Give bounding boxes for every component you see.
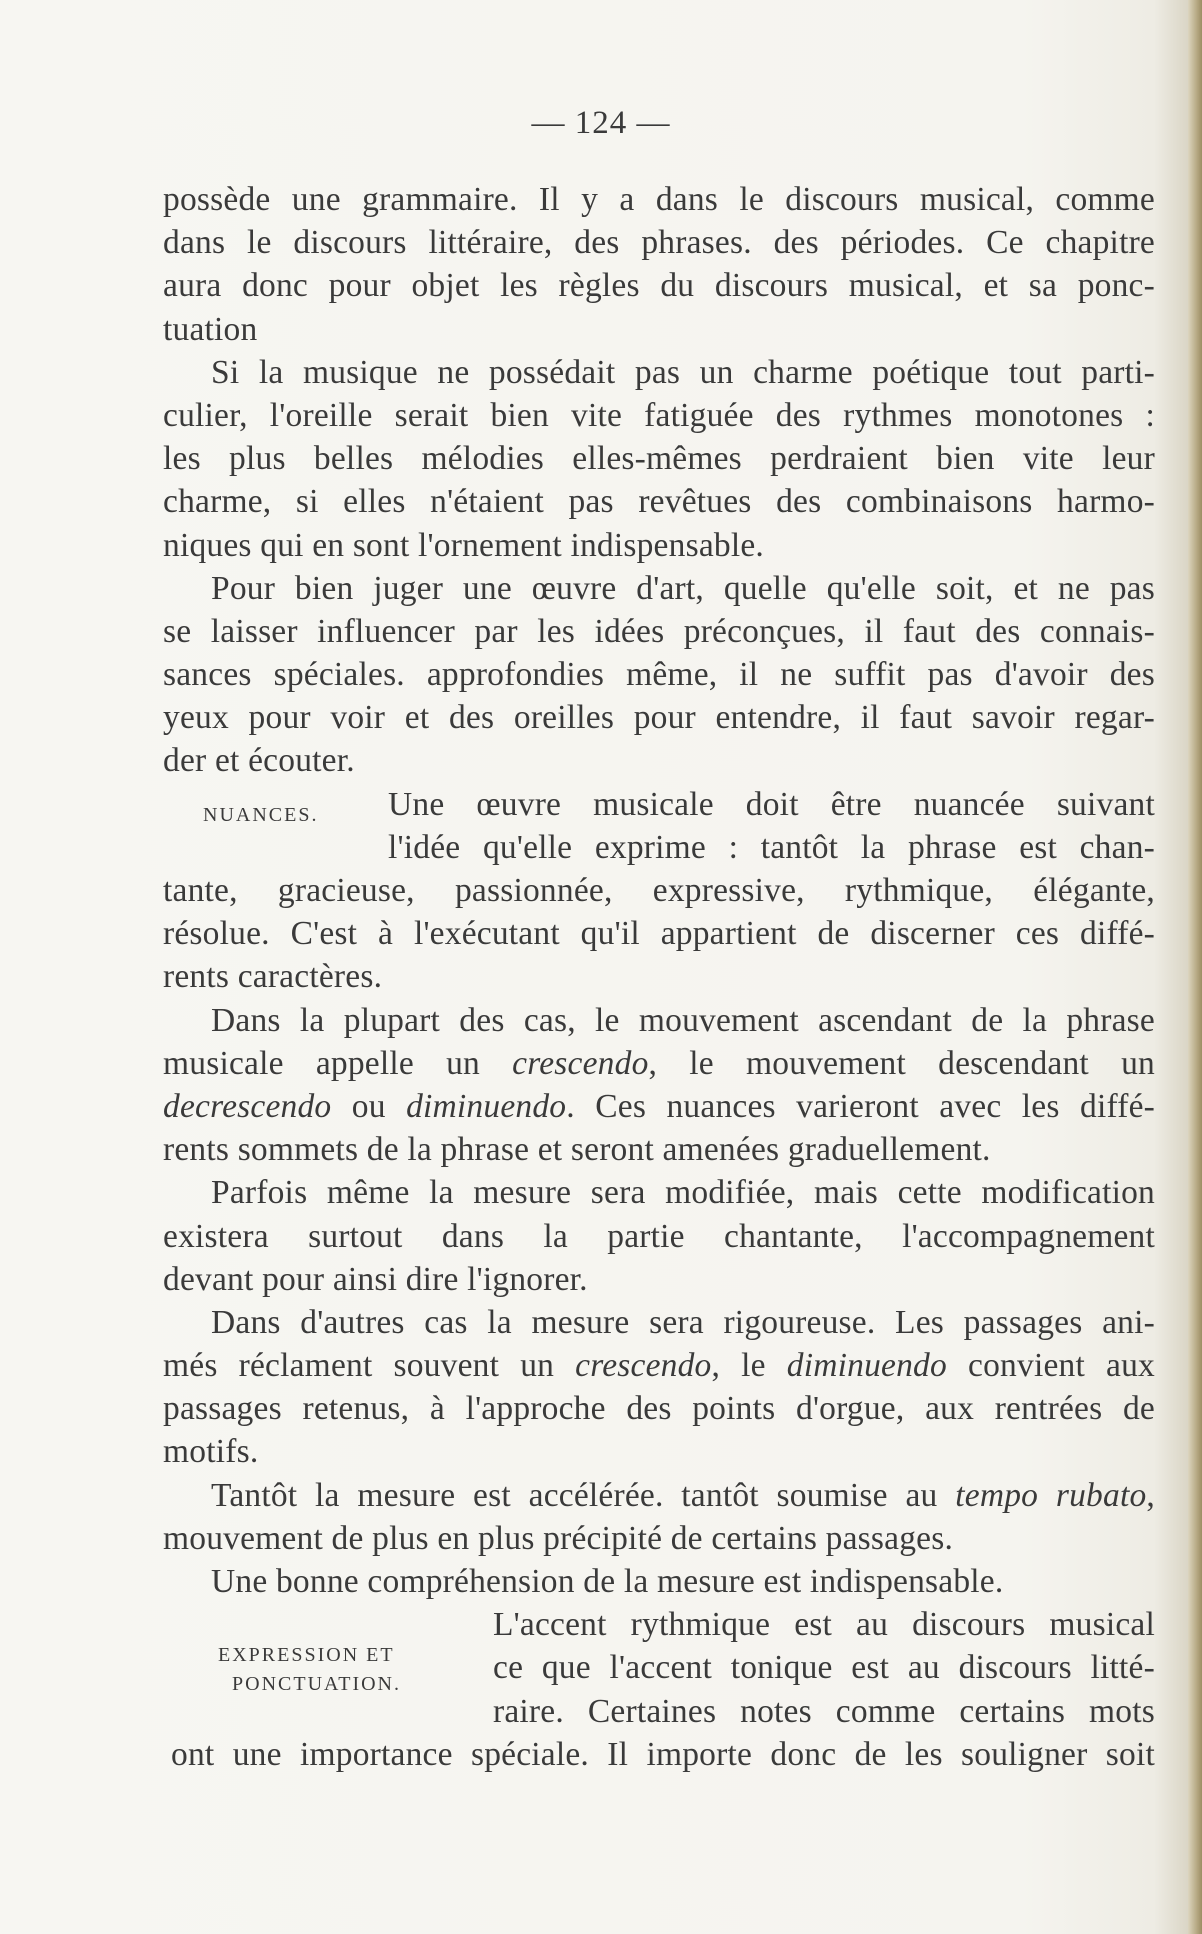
text-line: ont une importance spéciale. Il importe donc de les souligner soit <box>171 1735 1155 1773</box>
text-line: Tantôt la mesure est accélérée. tantôt soumise au tempo rubato, <box>211 1476 1155 1514</box>
text-line: Si la musique ne possédait pas un charme poétique tout parti- <box>211 353 1155 391</box>
margin-note-ponctuation: PONCTUATION. <box>232 1673 401 1695</box>
page-number: — 124 — <box>531 105 671 141</box>
text-line: Pour bien juger une œuvre d'art, quelle qu'elle soit, et ne pas <box>211 569 1155 607</box>
text-line: charme, si elles n'étaient pas revêtues des combinaisons harmo- <box>163 483 1155 521</box>
text-line: raire. Certaines notes comme certains mots <box>493 1692 1155 1730</box>
text-line: Parfois même la mesure sera modifiée, mais cette modification <box>211 1174 1155 1212</box>
text-line: L'accent rythmique est au discours musical <box>493 1606 1155 1644</box>
text-line: possède une grammaire. Il y a dans le discours musical, comme <box>163 181 1155 218</box>
italic-term: diminuendo <box>406 1087 567 1125</box>
text-line: l'idée qu'elle exprime : tantôt la phrase est chan- <box>388 828 1155 866</box>
text-line: culier, l'oreille serait bien vite fatiguée des rythmes monotones : <box>163 396 1155 434</box>
italic-term: tempo rubato <box>955 1476 1147 1514</box>
text-line: Une œuvre musicale doit être nuancée suivant <box>388 785 1155 823</box>
text-line: tante, gracieuse, passionnée, expressive, rythmique, élégante, <box>163 872 1155 909</box>
body-text <box>163 178 1155 1776</box>
text-line: Une bonne compréhension de la mesure est indispensable. <box>211 1563 1004 1600</box>
text-line: motifs. <box>163 1433 259 1471</box>
italic-term: crescendo <box>575 1347 712 1385</box>
text-line: rents caractères. <box>163 958 383 996</box>
text-line: niques qui en sont l'ornement indispensable. <box>163 526 764 564</box>
text-line: yeux pour voir et des oreilles pour entendre, il faut savoir regar- <box>163 699 1155 737</box>
italic-term: diminuendo <box>786 1347 947 1385</box>
text-line: passages retenus, à l'approche des points d'orgue, aux rentrées de <box>163 1390 1155 1428</box>
text-line: résolue. C'est à l'exécutant qu'il appartient de discerner ces diffé- <box>163 915 1155 953</box>
italic-term: decrescendo <box>163 1087 332 1125</box>
text-line: sances spéciales. approfondies même, il ne suffit pas d'avoir des <box>163 656 1155 694</box>
italic-term: crescendo <box>512 1044 649 1082</box>
text-line: les plus belles mélodies elles-mêmes perdraient bien vite leur <box>163 440 1155 478</box>
text-line: decrescendo ou diminuendo. Ces nuances varieront avec les diffé- <box>163 1087 1155 1125</box>
text-line: Dans d'autres cas la mesure sera rigoureuse. Les passages ani- <box>211 1303 1155 1341</box>
text-line: musicale appelle un crescendo, le mouvement descendant un <box>163 1044 1155 1082</box>
text-line: rents sommets de la phrase et seront amenées graduellement. <box>163 1131 991 1169</box>
margin-note-expression: EXPRESSION ET <box>218 1644 395 1666</box>
text-line: tuation <box>163 310 258 348</box>
page-edge <box>1188 0 1202 1934</box>
text-line: dans le discours littéraire, des phrases. des périodes. Ce chapitre <box>163 224 1155 262</box>
text-line: se laisser influencer par les idées préconçues, il faut des connais- <box>163 612 1155 650</box>
margin-note-nuances: NUANCES. <box>203 804 319 826</box>
text-line: existera surtout dans la partie chantante, l'accompagnement <box>163 1217 1155 1255</box>
text-line: Dans la plupart des cas, le mouvement ascendant de la phrase <box>211 1001 1155 1039</box>
text-line: mouvement de plus en plus précipité de certains passages. <box>163 1519 954 1557</box>
text-line: devant pour ainsi dire l'ignorer. <box>163 1260 588 1298</box>
text-line: més réclament souvent un crescendo, le diminuendo convient aux <box>163 1347 1155 1385</box>
text-line: der et écouter. <box>163 742 355 780</box>
text-line: aura donc pour objet les règles du discours musical, et sa ponc- <box>163 267 1155 305</box>
text-line: ce que l'accent tonique est au discours litté- <box>493 1649 1155 1687</box>
